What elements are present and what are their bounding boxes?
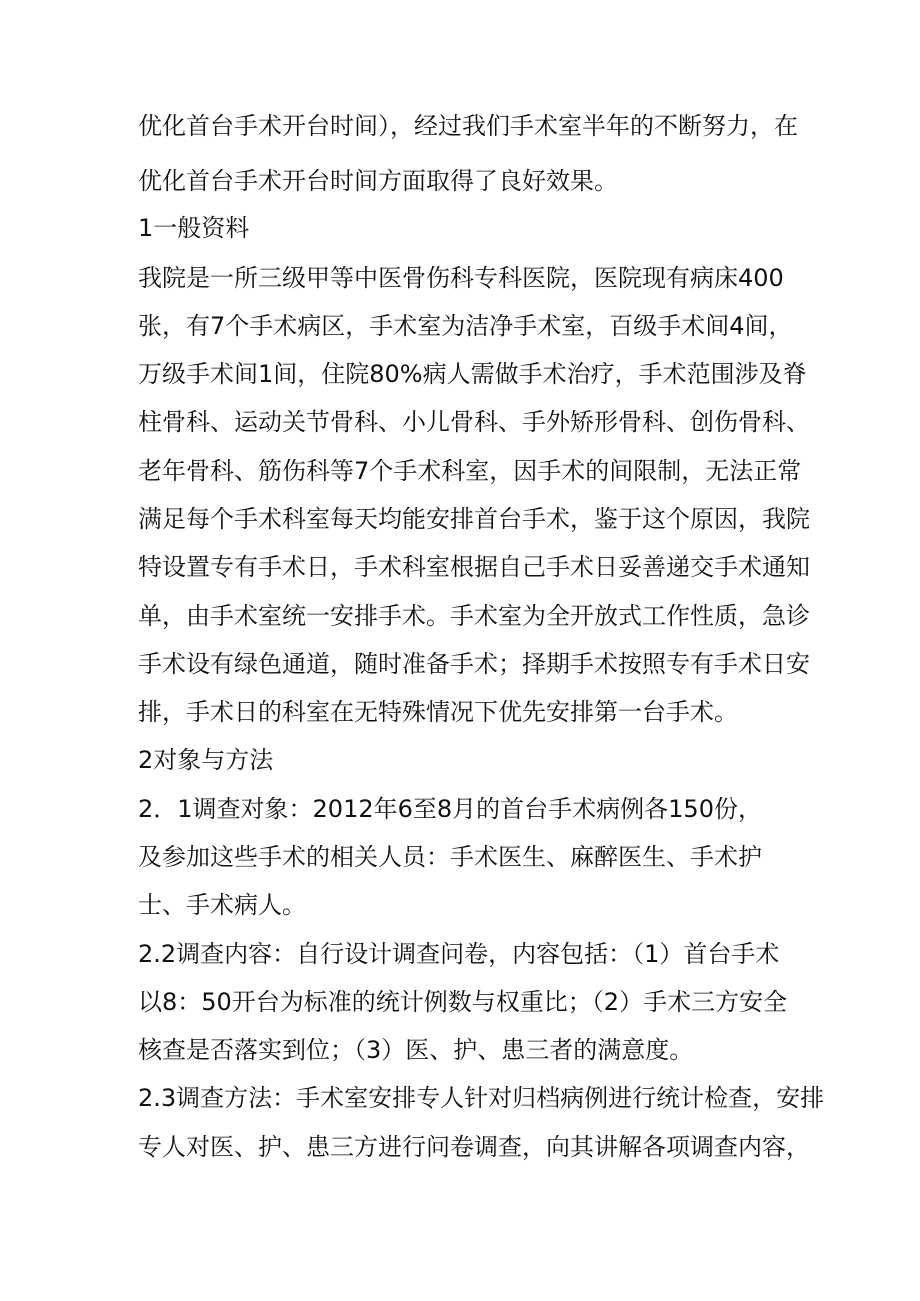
paragraph-line: 优化首台手术开台时间方面取得了良好效果。 <box>138 167 618 195</box>
paragraph-line: 士、手术病人。 <box>138 891 306 919</box>
paragraph-line: 手术设有绿色通道，随时准备手术；择期手术按照专有手术日安 <box>138 650 810 678</box>
paragraph-line: 满足每个手术科室每天均能安排首台手术，鉴于这个原因，我院 <box>138 505 810 533</box>
paragraph-line: 以8：50开台为标准的统计例数与权重比；（2）手术三方安全 <box>138 988 788 1016</box>
paragraph-line: 优化首台手术开台时间），经过我们手术室半年的不断努力，在 <box>138 112 798 140</box>
paragraph-line: 单，由手术室统一安排手术。手术室为全开放式工作性质，急诊 <box>138 602 810 630</box>
paragraph-line: 2.2调查内容：自行设计调查问卷，内容包括：（1）首台手术 <box>138 940 780 968</box>
paragraph-line: 及参加这些手术的相关人员：手术医生、麻醉医生、手术护 <box>138 843 762 871</box>
paragraph-line: 万级手术间1间，住院80%病人需做手术治疗，手术范围涉及脊 <box>138 360 807 388</box>
paragraph-line: 我院是一所三级甲等中医骨伤科专科医院，医院现有病床400 <box>138 264 784 292</box>
paragraph-line: 专人对医、护、患三方进行问卷调查，向其讲解各项调查内容， <box>138 1133 810 1161</box>
paragraph-line: 老年骨科、筋伤科等7个手术科室，因手术的间限制，无法正常 <box>138 457 802 485</box>
section-heading: 2对象与方法 <box>138 746 274 774</box>
paragraph-line: 张，有7个手术病区，手术室为洁净手术室，百级手术间4间， <box>138 312 793 340</box>
paragraph-line: 排，手术日的科室在无特殊情况下优先安排第一台手术。 <box>138 698 738 726</box>
paragraph-line: 柱骨科、运动关节骨科、小儿骨科、手外矫形骨科、创伤骨科、 <box>138 408 810 436</box>
paragraph-line: 2.3调查方法：手术室安排专人针对归档病例进行统计检查，安排 <box>138 1084 825 1112</box>
paragraph-line: 特设置专有手术日，手术科室根据自己手术日妥善递交手术通知 <box>138 553 810 581</box>
paragraph-line: 核查是否落实到位；（3）医、护、患三者的满意度。 <box>138 1036 694 1064</box>
section-heading: 1一般资料 <box>138 214 250 242</box>
paragraph-line: 2．1调查对象：2012年6至8月的首台手术病例各150份， <box>138 795 762 823</box>
